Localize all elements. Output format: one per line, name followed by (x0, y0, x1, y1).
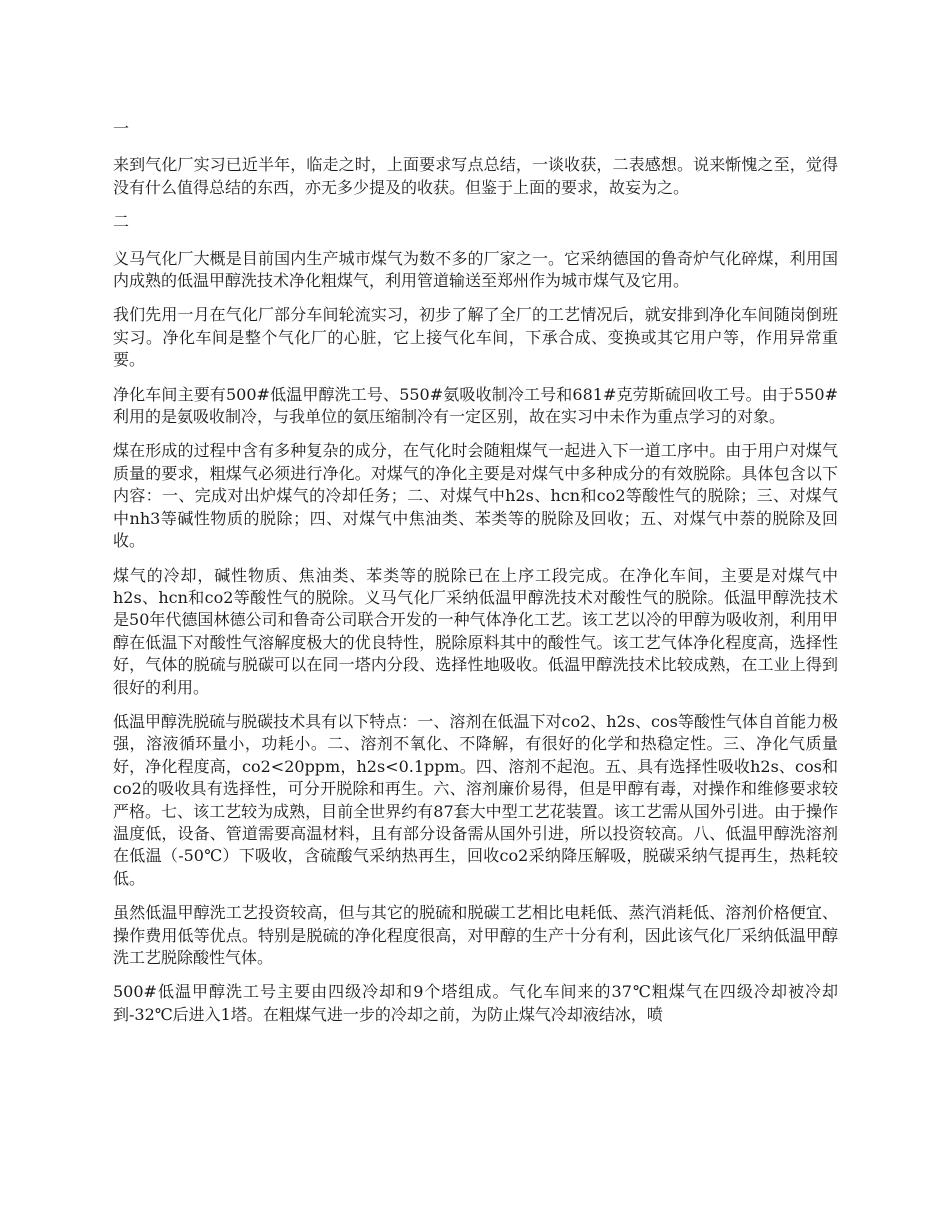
paragraph-process-advantages: 虽然低温甲醇洗工艺投资较高，但与其它的脱硫和脱碳工艺相比电耗低、蒸汽消耗低、溶剂价格便宜、操作费用低等优点。特别是脱硫的净化程度很高，对甲醇的生产十分有利，因此该气化厂采纳低温甲醇洗工艺脱除酸性气体。 (113, 903, 838, 967)
paragraph-plant-overview: 义马气化厂大概是目前国内生产城市煤气为数不多的厂家之一。它采纳德国的鲁奇炉气化碎煤，利用国内成熟的低温甲醇洗技术净化粗煤气，利用管道输送至郑州作为城市煤气及它用。 (113, 248, 838, 291)
paragraph-unit-500-description: 500#低温甲醇洗工号主要由四级冷却和9个塔组成。气化车间来的37℃粗煤气在四级冷却被冷却到-32℃后进入1塔。在粗煤气进一步的冷却之前，为防止煤气冷却液结冰，喷 (113, 982, 838, 1024)
paragraph-intro: 来到气化厂实习已近半年，临走之时，上面要求写点总结，一谈收获，二表感想。说来惭愧之至，觉得没有什么值得总结的东西，亦无多少提及的收获。但鉴于上面的要求，故妄为之。 (113, 155, 838, 197)
section-number-one: 一 (113, 119, 130, 138)
paragraph-internship-arrangement: 我们先用一月在气化厂部分车间轮流实习，初步了解了全厂的工艺情况后，就安排到净化车间随岗倒班实习。净化车间是整个气化厂的心脏，它上接气化车间，下承合成、变换或其它用户等，作用异常重要。 (113, 305, 838, 370)
section-number-two: 二 (113, 212, 130, 232)
paragraph-rectisol-process: 煤气的冷却，碱性物质、焦油类、苯类等的脱除已在上序工段完成。在净化车间，主要是对煤气中h2s、hcn和co2等酸性气的脱除。义马气化厂采纳低温甲醇洗技术对酸性气的脱除。低温甲醇洗技术是50年代德国林德公司和鲁奇公司联合开发的一种气体净化工艺。该工艺以冷的甲醇为吸收剂，利用甲醇在低温下对酸性气溶解度极大的优良特性，脱除原料其中的酸性气。该工艺气体净化程度高，选择性好，气体的脱硫与脱碳可以在同一塔内分段、选择性地吸收。低温甲醇洗技术比较成熟，在工业上得到很好的利用。 (113, 565, 838, 697)
paragraph-rectisol-features: 低温甲醇洗脱硫与脱碳技术具有以下特点：一、溶剂在低温下对co2、h2s、cos等酸性气体自首能力极强，溶液循环量小，功耗小。二、溶剂不氧化、不降解，有很好的化学和热稳定性。三、净化气质量好，净化程度高，co2<20ppm，h2s<0.1ppm。四、溶剂不起泡。五、具有选择性吸收h2s、cos和co2的吸收具有选择性，可分开脱除和再生。六、溶剂廉价易得，但是甲醇有毒，对操作和维修要求较严格。七、该工艺较为成熟，目前全世界约有87套大中型工艺花装置。该工艺需从国外引进。由于操作温度低，设备、管道需要高温材料，且有部分设备需从国外引进，所以投资较高。八、低温甲醇洗溶剂在低温（-50℃）下吸收，含硫酸气采纳热再生，回收co2采纳降压解吸，脱碳采纳气提再生，热耗较低。 (113, 711, 838, 888)
paragraph-gas-purification-tasks: 煤在形成的过程中含有多种复杂的成分，在气化时会随粗煤气一起进入下一道工序中。由于用户对煤气质量的要求，粗煤气必须进行净化。对煤气的净化主要是对煤气中多种成分的有效脱除。具体包含以下内容：一、完成对出炉煤气的冷却任务；二、对煤气中h2s、hcn和co2等酸性气的脱除；三、对煤气中nh3等碱性物质的脱除；四、对煤气中焦油类、苯类等的脱除及回收；五、对煤气中萘的脱除及回收。 (113, 441, 838, 551)
paragraph-purification-units: 净化车间主要有500#低温甲醇洗工号、550#氨吸收制冷工号和681#克劳斯硫回收工号。由于550#利用的是氨吸收制冷，与我单位的氨压缩制冷有一定区别，故在实习中未作为重点学习的对象。 (113, 384, 838, 427)
